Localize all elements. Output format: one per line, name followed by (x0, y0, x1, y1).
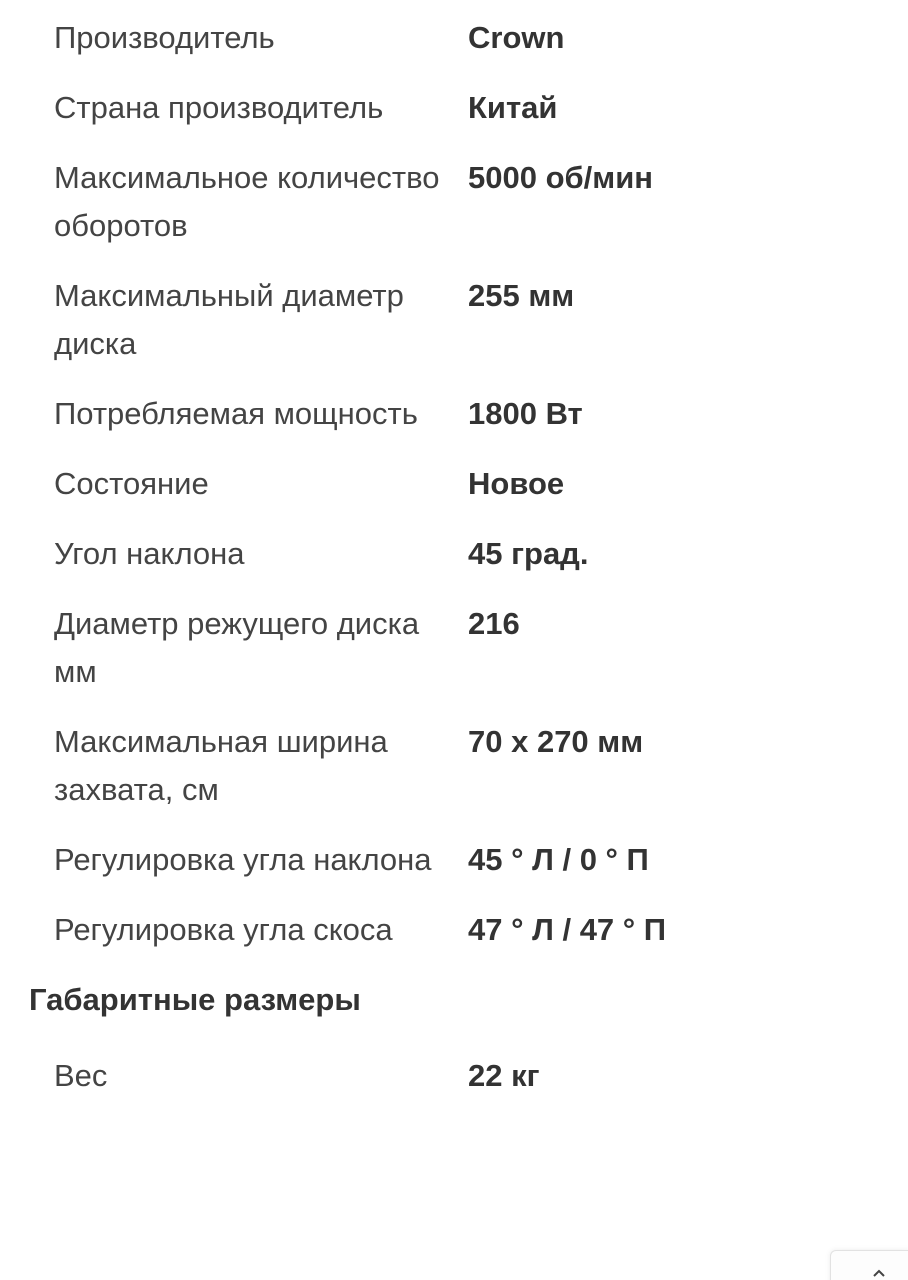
spec-row-country (0, 84, 908, 132)
spec-label: Максимальный диаметр диска (54, 278, 404, 361)
spec-label: Максимальная ширина захвата, см (54, 724, 388, 807)
spec-value: 45 град. (468, 536, 589, 571)
spec-value: Новое (468, 466, 565, 501)
spec-value: 5000 об/мин (468, 160, 653, 195)
spec-label: Потребляемая мощность (54, 396, 418, 431)
spec-label: Диаметр режущего диска мм (54, 606, 420, 689)
spec-label: Вес (54, 1058, 108, 1093)
spec-value: Crown (468, 20, 565, 55)
spec-label: Состояние (54, 466, 209, 501)
spec-value: 1800 Вт (468, 396, 583, 431)
spec-row-tilt-angle (0, 530, 908, 578)
spec-value: 47 ° Л / 47 ° П (468, 912, 667, 947)
spec-row-weight (0, 1052, 908, 1100)
spec-label: Регулировка угла наклона (54, 842, 432, 877)
spec-value: 255 мм (468, 278, 575, 313)
spec-value: 70 х 270 мм (468, 724, 644, 759)
spec-row-cutting-disc-diameter (0, 600, 908, 696)
spec-row-bevel-adjustment (0, 906, 908, 954)
spec-row-max-rpm (0, 154, 908, 250)
spec-label: Регулировка угла скоса (54, 912, 393, 947)
spec-value: Китай (468, 90, 558, 125)
spec-label: Производитель (54, 20, 275, 55)
spec-value: 216 (468, 606, 520, 641)
spec-label: Страна производитель (54, 90, 384, 125)
chevron-up-icon (872, 1268, 886, 1278)
spec-row-power (0, 390, 908, 438)
spec-row-tilt-adjustment (0, 836, 908, 884)
spec-row-max-disc-diameter (0, 272, 908, 368)
spec-label: Угол наклона (54, 536, 245, 571)
scroll-to-top-button[interactable] (830, 1250, 908, 1280)
dimensions-section-title: Габаритные размеры (29, 982, 361, 1017)
spec-label: Максимальное количество оборотов (54, 160, 440, 243)
spec-row-manufacturer (0, 14, 908, 62)
spec-value: 45 ° Л / 0 ° П (468, 842, 649, 877)
spec-row-condition (0, 460, 908, 508)
spec-value: 22 кг (468, 1058, 540, 1093)
spec-row-max-cut-width (0, 718, 908, 814)
